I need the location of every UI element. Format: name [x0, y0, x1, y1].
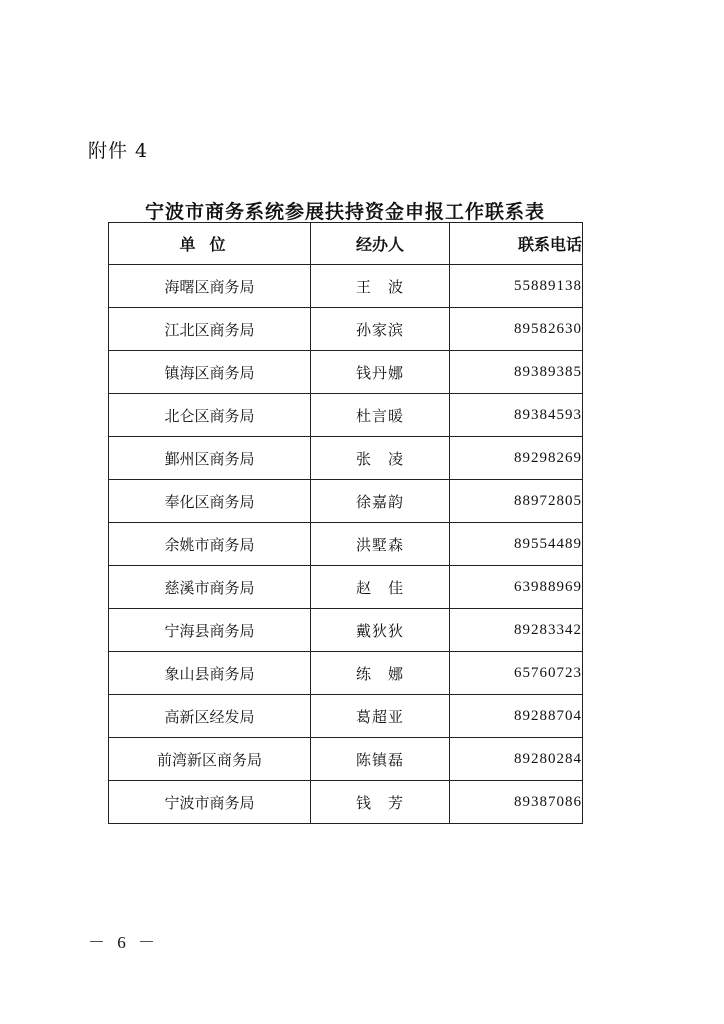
contact-person-cell: 钱丹娜 — [311, 351, 450, 394]
attachment-label: 附件 4 — [88, 140, 149, 162]
phone-cell: 63988969 — [450, 566, 583, 609]
phone-cell: 65760723 — [450, 652, 583, 695]
unit-cell: 前湾新区商务局 — [109, 738, 311, 781]
phone-cell: 89384593 — [450, 394, 583, 437]
unit-cell: 江北区商务局 — [109, 308, 311, 351]
unit-cell: 象山县商务局 — [109, 652, 311, 695]
table-row — [109, 695, 583, 738]
unit-cell: 宁海县商务局 — [109, 609, 311, 652]
contact-person-cell: 王 波 — [311, 265, 450, 308]
contact-person-cell: 葛超亚 — [311, 695, 450, 738]
phone-cell: 88972805 — [450, 480, 583, 523]
header-contact-person: 经办人 — [311, 223, 450, 265]
unit-cell: 北仑区商务局 — [109, 394, 311, 437]
page-number: － 6 － — [88, 933, 159, 952]
table-row — [109, 781, 583, 824]
contact-person-cell: 张 凌 — [311, 437, 450, 480]
unit-cell: 余姚市商务局 — [109, 523, 311, 566]
contact-person-cell: 孙家滨 — [311, 308, 450, 351]
contact-person-cell: 陈镇磊 — [311, 738, 450, 781]
document-title: 宁波市商务系统参展扶持资金申报工作联系表 — [144, 201, 545, 223]
unit-cell: 宁波市商务局 — [109, 781, 311, 824]
phone-cell: 89288704 — [450, 695, 583, 738]
phone-cell: 89554489 — [450, 523, 583, 566]
table-row — [109, 523, 583, 566]
contact-person-cell: 徐嘉韵 — [311, 480, 450, 523]
phone-cell: 89582630 — [450, 308, 583, 351]
contact-person-cell: 洪墅森 — [311, 523, 450, 566]
unit-cell: 奉化区商务局 — [109, 480, 311, 523]
table-row — [109, 652, 583, 695]
table-row — [109, 738, 583, 781]
phone-cell: 89280284 — [450, 738, 583, 781]
contact-person-cell: 杜言暖 — [311, 394, 450, 437]
header-phone: 联系电话 — [450, 223, 583, 265]
contact-person-cell: 练 娜 — [311, 652, 450, 695]
table-row — [109, 609, 583, 652]
header-unit: 单位 — [109, 223, 311, 265]
unit-cell: 慈溪市商务局 — [109, 566, 311, 609]
unit-cell: 高新区经发局 — [109, 695, 311, 738]
table-row — [109, 351, 583, 394]
phone-cell: 55889138 — [450, 265, 583, 308]
table-row — [109, 308, 583, 351]
unit-cell: 鄞州区商务局 — [109, 437, 311, 480]
phone-cell: 89283342 — [450, 609, 583, 652]
unit-cell: 镇海区商务局 — [109, 351, 311, 394]
phone-cell: 89389385 — [450, 351, 583, 394]
table-row — [109, 566, 583, 609]
phone-cell: 89387086 — [450, 781, 583, 824]
table-row — [109, 480, 583, 523]
table-header-row — [109, 223, 583, 265]
contact-person-cell: 赵 佳 — [311, 566, 450, 609]
contact-person-cell: 钱 芳 — [311, 781, 450, 824]
table-row — [109, 265, 583, 308]
phone-cell: 89298269 — [450, 437, 583, 480]
unit-cell: 海曙区商务局 — [109, 265, 311, 308]
table-row — [109, 394, 583, 437]
table-row — [109, 437, 583, 480]
contact-table — [108, 222, 583, 824]
contact-person-cell: 戴狄狄 — [311, 609, 450, 652]
